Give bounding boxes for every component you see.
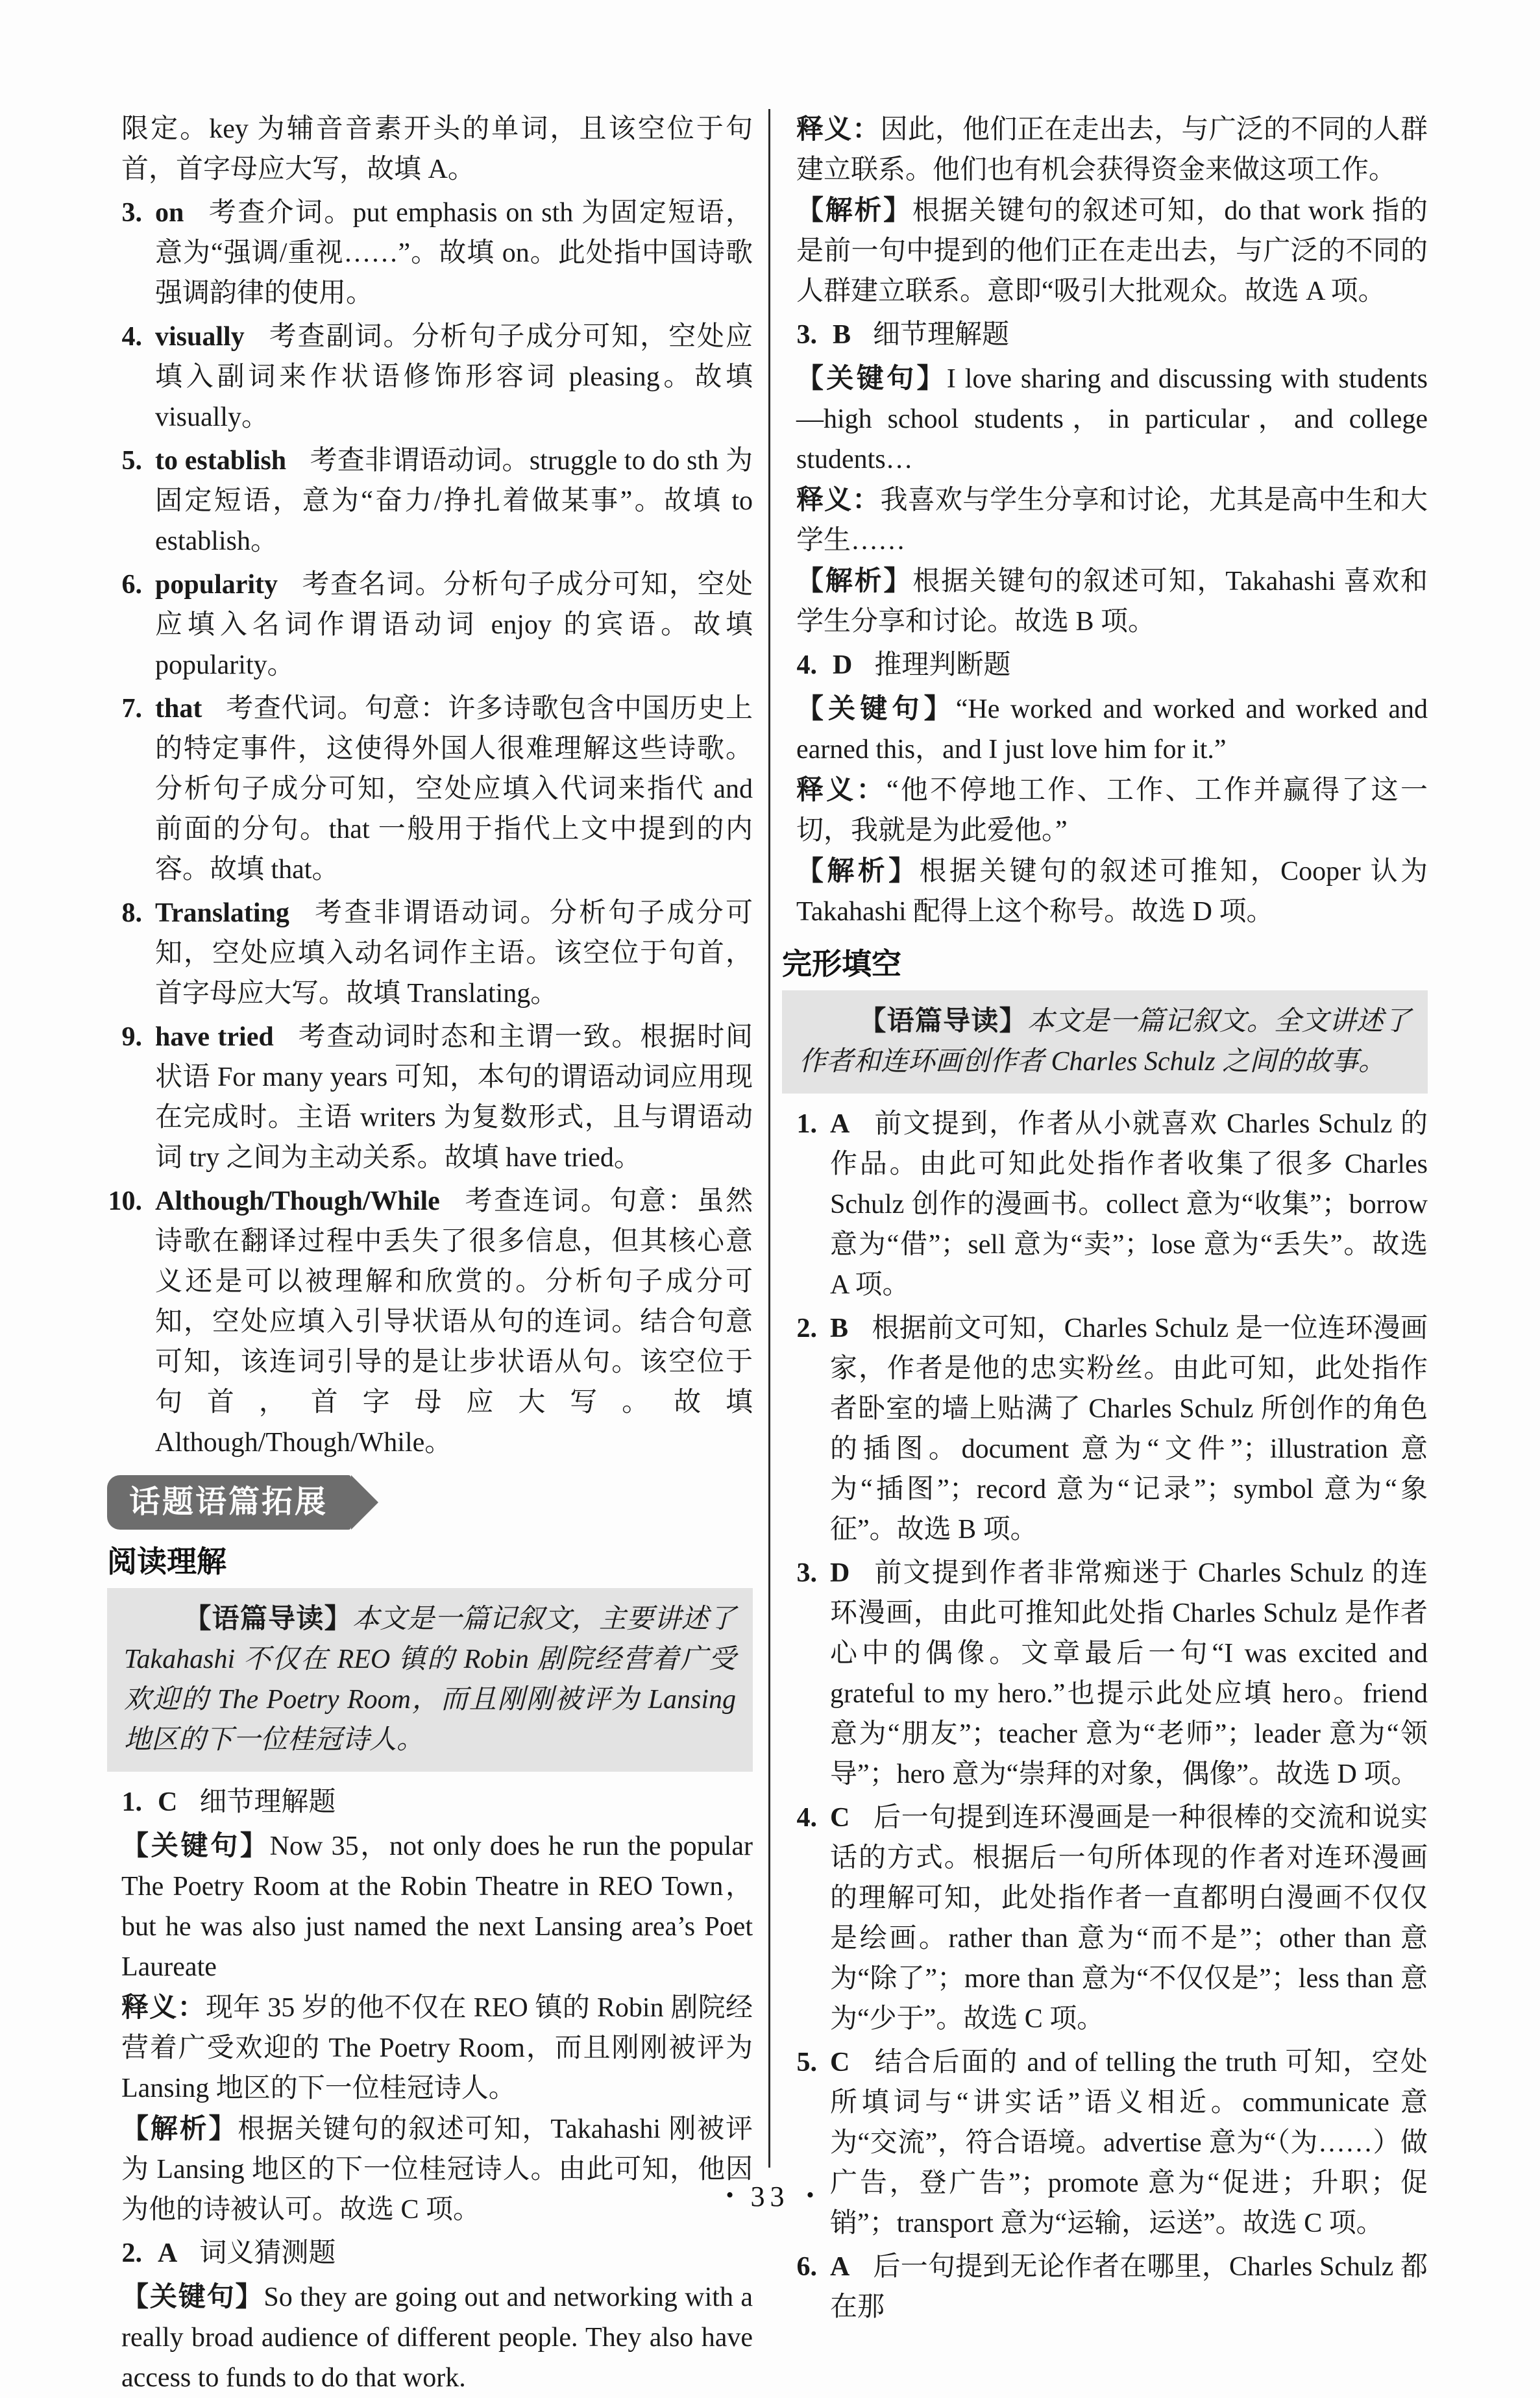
item-explanation: 后一句提到无论作者在哪里，Charles Schulz 都在那 xyxy=(830,2252,1428,2322)
analysis-label: 【解析】 xyxy=(121,2113,238,2144)
item-explanation: 根据前文可知，Charles Schulz 是一位连环漫画家，作者是他的忠实粉丝。由此可知，此处指作者卧室的墙上贴满了 Charles Schulz 所创作的角色的插图。document 意为“文件”；illustration 意为“插图”；record 意为“记录”；symbol 意为“象征”。故选 B 项。 xyxy=(830,1314,1428,1545)
item-number: 3. xyxy=(796,320,817,350)
analysis-block xyxy=(796,851,1428,932)
item-number: 8. xyxy=(121,898,142,928)
item-answer: have tried xyxy=(155,1022,274,1052)
item-number: 1. xyxy=(796,1109,817,1139)
key-sentence-label: 【关键句】 xyxy=(121,2281,264,2312)
item-answer: A xyxy=(830,2252,850,2282)
intro-label: 【语篇导读】 xyxy=(859,1005,1027,1036)
reading-item-3 xyxy=(782,315,1428,355)
footer-dot-left: • xyxy=(726,2183,734,2207)
key-sentence-text: I love sharing and discussing with students—high school students，in particular，and college students… xyxy=(796,364,1428,474)
item-answer: on xyxy=(155,198,184,228)
paraphrase-block xyxy=(796,109,1428,190)
item-answer: B xyxy=(833,320,851,350)
item-number: 6. xyxy=(121,570,142,600)
item-explanation: 考查动词时态和主谓一致。根据时间状语 For many years 可知，本句的谓语动词应用现在完成时。主语 writers 为复数形式，且与谓语动词 try 之间为主动关系。故填 have tried。 xyxy=(155,1022,753,1173)
key-sentence-text: Now 35，not only does he run the popular The Poetry Room at the Robin Theatre in REO Town，but he was also just named the next Lansing area’s Poet Laureate xyxy=(121,1831,753,1982)
item-explanation: 前文提到作者非常痴迷于 Charles Schulz 的连环漫画，由此可推知此处指 Charles Schulz 是作者心中的偶像。文章最后一句“I was excited and grateful to my hero.”也提示此处应填 hero。friend 意为“朋友”；teacher 意为“老师”；leader 意为“领导”；hero 意为“崇拜的对象，偶像”。故选 D 项。 xyxy=(830,1558,1428,1789)
paraphrase-label: 释义： xyxy=(121,1992,206,2022)
key-sentence-block xyxy=(796,358,1428,480)
item-answer: Although/Though/While xyxy=(155,1186,440,1216)
item-answer: D xyxy=(833,650,853,680)
item-explanation: 考查介词。put emphasis on sth 为固定短语，意为“强调/重视……”。故填 on。此处指中国诗歌强调韵律的使用。 xyxy=(155,198,753,308)
item-answer: C xyxy=(830,2048,850,2077)
item-number: 2. xyxy=(121,2238,142,2268)
paraphrase-block xyxy=(121,1987,753,2109)
question-type: 推理判断题 xyxy=(874,650,1011,680)
item-explanation: 考查名词。分析句子成分可知，空处应填入名词作谓语动词 enjoy 的宾语。故填 popularity。 xyxy=(155,570,753,680)
item-answer: C xyxy=(830,1803,850,1833)
cloze-item-1 xyxy=(782,1104,1428,1305)
key-sentence-label: 【关键句】 xyxy=(796,693,956,724)
item-explanation: 考查代词。句意：许多诗歌包含中国历史上的特定事件，这使得外国人很难理解这些诗歌。分析句子成分可知，空处应填入代词来指代 and 前面的分句。that 一般用于指代上文中提到的内容。故填 that。 xyxy=(155,694,753,885)
analysis-block xyxy=(796,561,1428,642)
item-answer: A xyxy=(830,1109,850,1139)
item-answer: visually xyxy=(155,322,245,352)
item-explanation: 考查副词。分析句子成分可知，空处应填入副词来作状语修饰形容词 pleasing。故填 visually。 xyxy=(155,322,753,432)
page-number: 33 xyxy=(750,2181,790,2212)
passage-intro xyxy=(799,1001,1411,1082)
item-explanation: 后一句提到连环漫画是一种很棒的交流和说实话的方式。根据后一句所体现的作者对连环漫画的理解可知，此处指作者一直都明白漫画不仅仅是绘画。rather than 意为“而不是”；other than 意为“除了”；more than 意为“不仅仅是”；less than 意为“少于”。故选 C 项。 xyxy=(830,1803,1428,2034)
paraphrase-text: “他不停地工作、工作、工作并赢得了这一切，我就是为此爱他。” xyxy=(796,776,1428,846)
question-type: 细节理解题 xyxy=(199,1787,336,1817)
item-number: 5. xyxy=(796,2048,817,2077)
item-number: 6. xyxy=(796,2252,817,2282)
item-answer: popularity xyxy=(155,570,278,600)
footer-dot-right: • xyxy=(806,2183,814,2207)
paraphrase-label: 释义： xyxy=(796,774,886,805)
reading-item-4 xyxy=(782,645,1428,685)
item-number: 9. xyxy=(121,1022,142,1052)
paraphrase-label: 释义： xyxy=(796,114,881,144)
paraphrase-block xyxy=(796,480,1428,561)
grammar-item-9 xyxy=(107,1017,753,1178)
intro-text: 本文是一篇记叙文，主要讲述了 Takahashi 不仅在 REO 镇的 Robin 剧院经营着广受欢迎的 The Poetry Room，而且刚刚被评为 Lansing 地区的下一位桂冠诗人。 xyxy=(124,1604,736,1755)
analysis-text: 根据关键句的叙述可知，do that work 指的是前一句中提到的他们正在走出去，与广泛的不同的人群建立联系。意即“吸引大批观众。故选 A 项。 xyxy=(796,196,1428,306)
item-number: 10. xyxy=(108,1186,142,1216)
item-answer: B xyxy=(830,1314,849,1343)
paraphrase-text: 现年 35 岁的他不仅在 REO 镇的 Robin 剧院经营着广受欢迎的 The Poetry Room，而且刚刚被评为 Lansing 地区的下一位桂冠诗人。 xyxy=(121,1993,753,2103)
key-sentence-label: 【关键句】 xyxy=(796,363,947,393)
item-answer: C xyxy=(158,1787,178,1817)
column-divider xyxy=(768,109,770,2168)
topic-extension-badge: 话题语篇拓展 xyxy=(107,1475,351,1530)
item-answer: Translating xyxy=(155,898,289,928)
grammar-item-3 xyxy=(107,193,753,313)
item-number: 2. xyxy=(796,1314,817,1343)
item-answer: that xyxy=(155,694,202,724)
paraphrase-block xyxy=(796,770,1428,851)
analysis-text: 根据关键句的叙述可知，Takahashi 刚被评为 Lansing 地区的下一位桂冠诗人。由此可知，他因为他的诗被认可。故选 C 项。 xyxy=(121,2114,753,2225)
section-heading-cloze: 完形填空 xyxy=(782,947,901,981)
cloze-item-4 xyxy=(782,1798,1428,2039)
page-footer xyxy=(0,2175,1540,2217)
grammar-item-8 xyxy=(107,893,753,1014)
intro-text: 本文是一篇记叙文。全文讲述了作者和连环画创作者 Charles Schulz 之间的故事。 xyxy=(799,1007,1411,1077)
right-column xyxy=(782,109,1428,2331)
reading-item-2 xyxy=(107,2233,753,2273)
grammar-item-10 xyxy=(107,1181,753,1463)
item-number: 3. xyxy=(121,198,142,228)
key-sentence-block xyxy=(121,2277,753,2398)
grammar-item-5 xyxy=(107,441,753,561)
analysis-label: 【解析】 xyxy=(796,855,920,886)
cloze-item-3 xyxy=(782,1553,1428,1794)
grammar-item-7 xyxy=(107,689,753,890)
passage-intro-box xyxy=(107,1588,753,1772)
intro-label: 【语篇导读】 xyxy=(184,1603,352,1633)
item-number: 5. xyxy=(121,446,142,476)
passage-intro-box xyxy=(782,990,1428,1094)
question-type: 细节理解题 xyxy=(873,320,1010,350)
item-number: 4. xyxy=(121,322,142,352)
passage-intro xyxy=(124,1598,736,1760)
analysis-label: 【解析】 xyxy=(796,195,912,225)
item-explanation: 考查连词。句意：虽然诗歌在翻译过程中丢失了很多信息，但其核心意义还是可以被理解和欣赏的。分析句子成分可知，空处应填入引导状语从句的连词。结合句意可知，该连词引导的是让步状语从句。该空位于句首，首字母应大写。故填 Although/Though/While。 xyxy=(155,1186,753,1458)
analysis-block xyxy=(796,190,1428,312)
carryover-text: 限定。key 为辅音音素开头的单词，且该空位于句首，首字母应大写，故填 A。 xyxy=(121,114,753,184)
key-sentence-text: So they are going out and networking with a really broad audience of different people. They also have access to funds to do that work. xyxy=(121,2282,753,2393)
analysis-label: 【解析】 xyxy=(796,565,913,596)
item-number: 4. xyxy=(796,650,817,680)
key-sentence-block xyxy=(796,689,1428,770)
item-answer: D xyxy=(830,1558,850,1588)
item-answer: A xyxy=(158,2238,178,2268)
left-column xyxy=(107,109,753,2398)
section-heading-reading: 阅读理解 xyxy=(107,1545,226,1578)
key-sentence-text: “He worked and worked and worked and earned this，and I just love him for it.” xyxy=(796,694,1428,765)
grammar-item-6 xyxy=(107,565,753,685)
reading-item-1 xyxy=(107,1782,753,1822)
carryover-paragraph xyxy=(121,109,753,190)
item-number: 7. xyxy=(121,694,142,724)
paraphrase-text: 因此，他们正在走出去，与广泛的不同的人群建立联系。他们也有机会获得资金来做这项工作。 xyxy=(796,115,1428,185)
item-answer: to establish xyxy=(155,446,287,476)
grammar-item-4 xyxy=(107,317,753,437)
paraphrase-label: 释义： xyxy=(796,484,881,515)
item-number: 1. xyxy=(121,1787,142,1817)
analysis-text: 根据关键句的叙述可知，Takahashi 喜欢和学生分享和讨论。故选 B 项。 xyxy=(796,567,1428,637)
analysis-text: 根据关键句的叙述可推知，Cooper 认为 Takahashi 配得上这个称号。故选 D 项。 xyxy=(796,857,1428,927)
key-sentence-block xyxy=(121,1826,753,1987)
cloze-item-2 xyxy=(782,1308,1428,1550)
cloze-item-6 xyxy=(782,2247,1428,2327)
item-number: 4. xyxy=(796,1803,817,1833)
paraphrase-text: 我喜欢与学生分享和讨论，尤其是高中生和大学生…… xyxy=(796,485,1428,556)
item-explanation: 考查非谓语动词。分析句子成分可知，空处应填入动名词作主语。该空位于句首，首字母应大写。故填 Translating。 xyxy=(155,898,753,1009)
question-type: 词义猜测题 xyxy=(199,2238,336,2268)
item-number: 3. xyxy=(796,1558,817,1588)
item-explanation: 前文提到，作者从小就喜欢 Charles Schulz 的作品。由此可知此处指作者收集了很多 Charles Schulz 创作的漫画书。collect 意为“收集”；borrow 意为“借”；sell 意为“卖”；lose 意为“丢失”。故选 A 项。 xyxy=(830,1109,1428,1300)
item-explanation: 考查非谓语动词。struggle to do sth 为固定短语，意为“奋力/挣扎着做某事”。故填 to establish。 xyxy=(155,446,753,556)
item-explanation: 结合后面的 and of telling the truth 可知，空处所填词与“讲实话”语义相近。communicate 意为“交流”，符合语境。advertise 意为“（为……）做广告，登广告”；promote 意为“促进；升职；促销”；transport 意为“运输，运送”。故选 C 项。 xyxy=(830,2048,1428,2238)
key-sentence-label: 【关键句】 xyxy=(121,1830,270,1861)
